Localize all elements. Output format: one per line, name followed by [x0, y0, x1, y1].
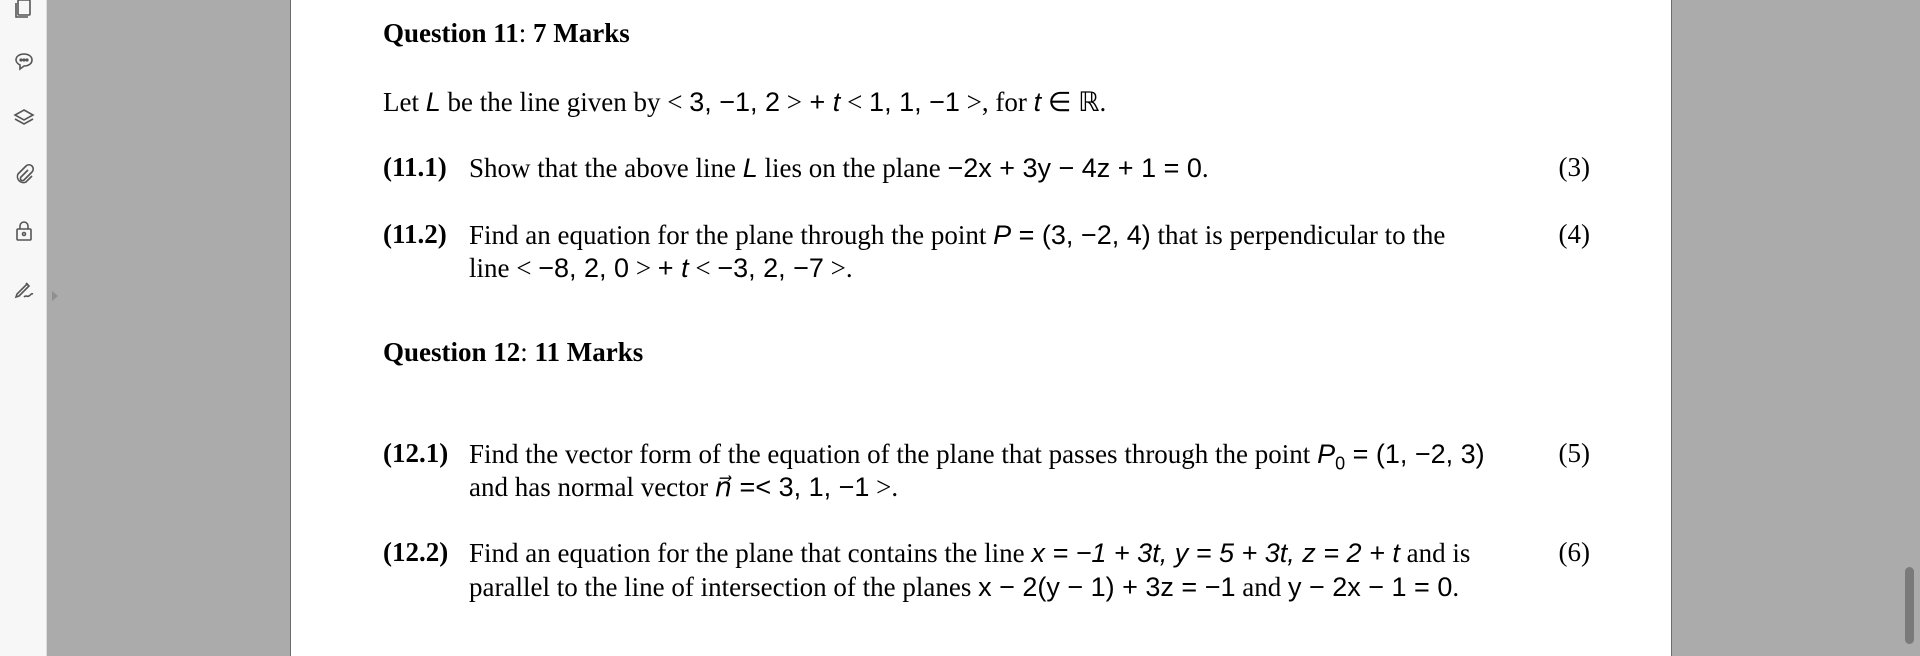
- part-marks: (5): [1558, 438, 1590, 468]
- part-text: lies on the plane: [757, 153, 948, 183]
- point-equation: = (3, −2, 4): [1011, 220, 1151, 250]
- intro-text: , for: [981, 87, 1034, 117]
- part-number: (11.2): [383, 219, 447, 249]
- part-marks: (4): [1558, 219, 1590, 249]
- normal-vector-symbol: n⃗: [714, 472, 733, 502]
- part-marks: (3): [1558, 152, 1590, 182]
- question-12-heading: [383, 337, 643, 368]
- question-11-intro: [383, 86, 1106, 119]
- part-12-2-line-1: [469, 537, 1470, 570]
- attachment-icon[interactable]: [11, 162, 37, 188]
- point-vector: −8, 2, 0: [538, 253, 630, 283]
- part-text: Find an equation for the plane that contains the line: [469, 538, 1032, 568]
- parameter-t: t: [1033, 87, 1042, 117]
- part-12-1-line-2: [469, 471, 898, 504]
- part-text: and has normal vector: [469, 472, 715, 502]
- direction-vector: −3, 2, −7: [717, 253, 824, 283]
- plane-equation: y − 2x − 1 = 0: [1287, 572, 1453, 602]
- point-equation: = (1, −2, 3): [1345, 439, 1485, 469]
- angle-bracket: >.: [869, 472, 899, 502]
- part-text: and: [1235, 572, 1288, 602]
- angle-bracket: <: [667, 87, 690, 117]
- question-11-heading: [383, 18, 630, 49]
- plane-equation: x − 2(y − 1) + 3z = −1: [978, 572, 1236, 602]
- part-11-1-text: [469, 152, 1209, 185]
- question-11-title: Question 11: [383, 18, 519, 48]
- pages-icon[interactable]: [11, 0, 37, 22]
- question-12-title: Question 12: [383, 337, 521, 367]
- line-symbol: L: [425, 87, 441, 117]
- pdf-page: [290, 0, 1672, 656]
- plus-sign: +: [802, 87, 833, 117]
- part-12-2-line-2: [469, 571, 1459, 604]
- point-subscript: 0: [1335, 453, 1346, 474]
- angle-bracket: <: [840, 87, 870, 117]
- plus-sign: +: [657, 253, 682, 283]
- direction-vector: 1, 1, −1: [869, 87, 960, 117]
- angle-bracket: >: [959, 87, 982, 117]
- expand-sidebar-arrow-icon[interactable]: [52, 291, 58, 301]
- layers-icon[interactable]: [11, 105, 37, 131]
- angle-bracket: >.: [823, 253, 853, 283]
- part-11-2-line-2: [469, 252, 853, 285]
- reals-domain: ∈ ℝ.: [1041, 87, 1107, 117]
- signature-icon[interactable]: [11, 276, 37, 302]
- parameter-t: t: [681, 253, 689, 283]
- angle-bracket: <: [516, 253, 539, 283]
- point-vector: 3, −1, 2: [689, 87, 781, 117]
- part-number: (12.1): [383, 438, 449, 468]
- part-number: (11.1): [383, 152, 447, 182]
- heading-colon: :: [520, 337, 528, 367]
- question-12-marks: 11 Marks: [534, 337, 644, 367]
- equals-bracket: =<: [732, 472, 779, 502]
- plane-equation: −2x + 3y − 4z + 1 = 0: [947, 153, 1202, 183]
- part-text: Find an equation for the plane through the point: [469, 220, 994, 250]
- period: .: [1201, 153, 1209, 183]
- question-11-marks: 7 Marks: [533, 18, 630, 48]
- part-text: and is: [1399, 538, 1471, 568]
- part-text: Show that the above line: [469, 153, 743, 183]
- part-11-2-line-1: [469, 219, 1445, 252]
- comment-icon[interactable]: [11, 48, 37, 74]
- point-symbol: P: [993, 220, 1012, 250]
- line-symbol: L: [742, 153, 758, 183]
- part-text: line: [469, 253, 517, 283]
- intro-text: be the line given by: [440, 87, 668, 117]
- period: .: [1452, 572, 1460, 602]
- angle-bracket: <: [688, 253, 718, 283]
- normal-vector: 3, 1, −1: [778, 472, 870, 502]
- heading-colon: :: [518, 18, 527, 48]
- part-marks: (6): [1558, 537, 1590, 567]
- angle-bracket: >: [780, 87, 803, 117]
- vertical-scrollbar-thumb[interactable]: [1905, 567, 1914, 644]
- part-text: parallel to the line of intersection of the planes: [469, 572, 979, 602]
- intro-text: Let: [383, 87, 426, 117]
- part-text: that is perpendicular to the: [1150, 220, 1446, 250]
- part-text: Find the vector form of the equation of the plane that passes through the point: [469, 439, 1318, 469]
- left-sidebar: [0, 0, 47, 656]
- part-number: (12.2): [383, 537, 449, 567]
- lock-icon[interactable]: [11, 218, 37, 244]
- parameter-t: t: [832, 87, 841, 117]
- line-equation: x = −1 + 3t, y = 5 + 3t, z = 2 + t: [1031, 538, 1400, 568]
- point-symbol: P: [1317, 439, 1336, 469]
- angle-bracket: >: [629, 253, 658, 283]
